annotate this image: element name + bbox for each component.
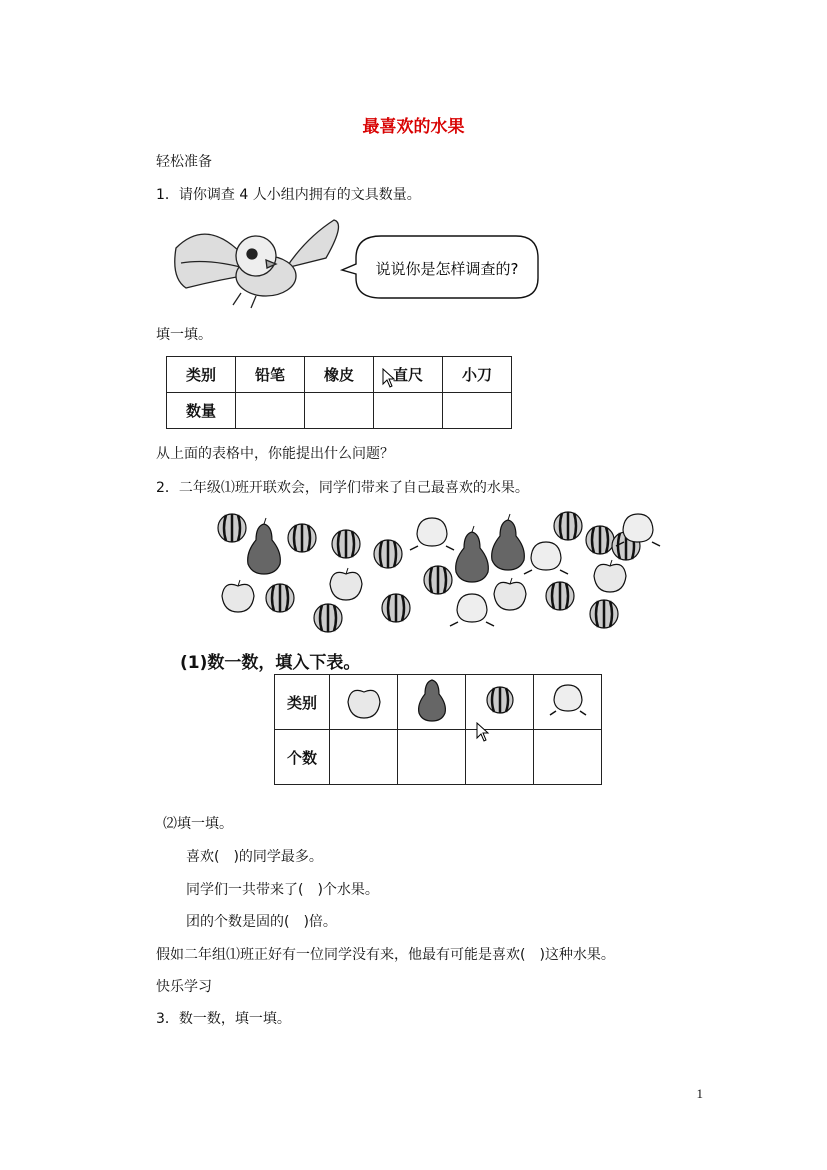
bird-icon — [175, 220, 339, 308]
peach-icon — [548, 680, 588, 720]
page-title: 最喜欢的水果 — [362, 117, 465, 137]
watermelon-icon — [554, 512, 582, 540]
apple-cell — [330, 675, 398, 730]
watermelon-icon — [586, 526, 614, 554]
question-1: 1．请你调查 4 人小组内拥有的文具数量。 — [156, 187, 421, 203]
answer-cell[interactable] — [305, 393, 374, 429]
watermelon-icon — [546, 582, 574, 610]
pear-cell — [398, 675, 466, 730]
question-2-sub-1: (1)数一数，填入下表。 — [180, 653, 361, 673]
fill-line-2: 同学们一共带来了( )个水果。 — [186, 882, 379, 898]
watermelon-icon — [266, 584, 294, 612]
question-1-prompt: 从上面的表格中，你能提出什么问题？ — [156, 446, 394, 462]
watermelon-icon — [314, 604, 342, 632]
row-label: 类别 — [275, 675, 330, 730]
question-3: 3．数一数，填一填。 — [156, 1011, 291, 1027]
apple-icon — [494, 578, 526, 610]
watermelon-icon — [374, 540, 402, 568]
pear-icon — [248, 518, 281, 574]
answer-cell[interactable] — [443, 393, 512, 429]
fill-label: 填一填。 — [156, 327, 212, 343]
table-row — [167, 357, 512, 393]
fruit-illustration — [160, 508, 680, 638]
table-row — [167, 393, 512, 429]
row-label: 数量 — [167, 393, 236, 429]
peach-icon — [410, 518, 454, 550]
table-header: 直尺 — [374, 357, 443, 393]
pear-icon — [412, 676, 452, 724]
fill-line-1: 喜欢( )的同学最多。 — [186, 849, 323, 865]
section-heading-learn: 快乐学习 — [156, 979, 212, 995]
row-label: 个数 — [275, 730, 330, 785]
peach-icon — [524, 542, 568, 574]
apple-icon — [594, 560, 626, 592]
speech-bubble-text: 说说你是怎样调查的? — [375, 260, 519, 278]
answer-cell[interactable] — [398, 730, 466, 785]
fruit-group — [218, 512, 660, 632]
watermelon-icon — [332, 530, 360, 558]
watermelon-icon — [288, 524, 316, 552]
watermelon-icon — [218, 514, 246, 542]
watermelon-icon — [382, 594, 410, 622]
question-2-sub-2: ⑵填一填。 — [163, 816, 233, 832]
question-2-final: 假如二年组⑴班正好有一位同学没有来，他最有可能是喜欢( )这种水果。 — [156, 947, 615, 963]
mouse-cursor-icon — [382, 368, 396, 388]
answer-cell[interactable] — [236, 393, 305, 429]
watermelon-icon — [424, 566, 452, 594]
table-header: 类别 — [167, 357, 236, 393]
fill-line-3: 团的个数是固的( )倍。 — [186, 914, 337, 930]
table-row — [275, 730, 602, 785]
table-header: 橡皮 — [305, 357, 374, 393]
peach-cell — [534, 675, 602, 730]
apple-icon — [344, 680, 384, 720]
answer-cell[interactable] — [374, 393, 443, 429]
apple-icon — [330, 568, 362, 600]
stationery-table — [166, 356, 512, 429]
fruit-count-table — [274, 674, 602, 785]
pear-icon — [492, 514, 525, 570]
table-row — [275, 675, 602, 730]
section-heading-prepare: 轻松准备 — [156, 154, 212, 170]
mouse-cursor-icon — [476, 722, 490, 742]
answer-cell[interactable] — [534, 730, 602, 785]
watermelon-icon — [480, 680, 520, 720]
watermelon-icon — [590, 600, 618, 628]
apple-icon — [222, 580, 254, 612]
peach-icon — [450, 594, 494, 626]
question-2: 2．二年级⑴班开联欢会，同学们带来了自己最喜欢的水果。 — [156, 480, 529, 496]
table-header: 小刀 — [443, 357, 512, 393]
page-number: 1 — [696, 1086, 703, 1101]
pear-icon — [456, 526, 489, 582]
answer-cell[interactable] — [330, 730, 398, 785]
table-header: 铅笔 — [236, 357, 305, 393]
bird-illustration — [166, 218, 546, 310]
